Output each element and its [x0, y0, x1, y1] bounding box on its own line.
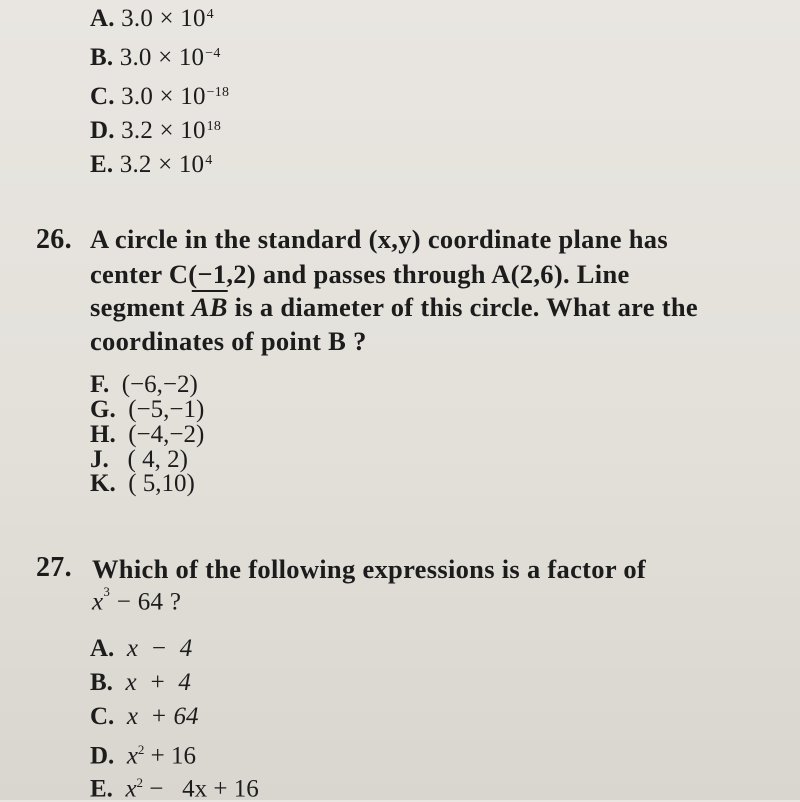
q26-number: 26. [36, 224, 72, 255]
q27-number: 27. [36, 552, 72, 583]
q27-stem-line-1: Which of the following expressions is a factor of [92, 554, 647, 584]
segment-ab-label: $\overline{AB}$ [191, 292, 228, 322]
q26-choice-j[interactable]: J. ( 4, 2) [90, 446, 188, 473]
q26-choice-h[interactable]: H. (−4,−2) [90, 421, 205, 448]
q27-choice-b[interactable]: B. x + 4 [90, 669, 191, 696]
q25-choice-a[interactable]: A. $3.0 \times 10^4$ [90, 5, 214, 32]
q25-choice-b[interactable]: B. $3.0 \times 10^{-4}$ [90, 44, 221, 71]
q27-stem-line-2: $x^3 - 64$ ? [92, 584, 182, 616]
q26-stem-line-3: segment $\overline{AB}$ is a diameter of this circle. What are the [90, 292, 698, 322]
q27-choice-d[interactable]: D. $x^2 + 16$ [90, 742, 197, 770]
q25-choice-e[interactable]: E. $3.2 \times 10^4$ [90, 151, 213, 178]
q26-stem-line-1: A circle in the standard (x,y) coordinate plane has [90, 224, 668, 254]
q27-choice-e[interactable]: E. $x^2 - 4x + 16$ [90, 775, 259, 802]
q27-choice-c[interactable]: C. x + 64 [90, 703, 199, 730]
q25-choice-d[interactable]: D. $3.2 \times 10^{18}$ [90, 117, 222, 144]
q26-choice-g[interactable]: G. (−5,−1) [90, 396, 205, 423]
q26-stem-line-2: center C(−1,2) and passes through A(2,6). Line [90, 259, 630, 289]
q26-choice-f[interactable]: F. (−6,−2) [90, 371, 198, 398]
q27-choice-a[interactable]: A. x − 4 [90, 635, 193, 662]
q26-stem-line-4: coordinates of point B ? [90, 326, 367, 356]
q26-choice-k[interactable]: K. ( 5,10) [90, 470, 195, 497]
q25-choice-c[interactable]: C. $3.0 \times 10^{-18}$ [90, 83, 230, 110]
